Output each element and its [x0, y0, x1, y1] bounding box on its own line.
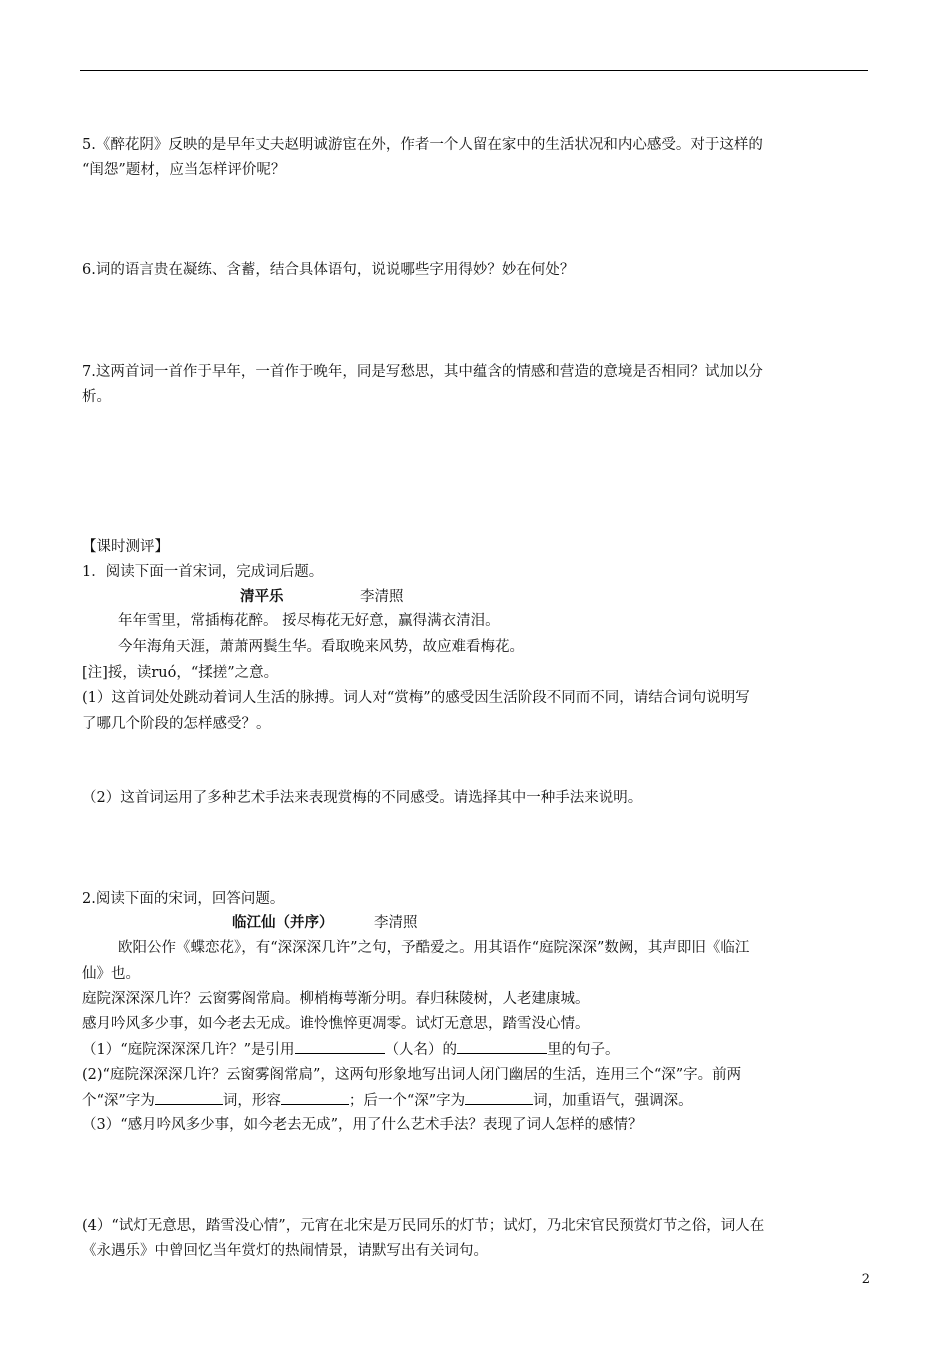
p1-q2: （2）这首词运用了多种艺术手法来表现赏梅的不同感受。请选择其中一种手法来说明。 [82, 790, 643, 806]
answer-blank[interactable] [457, 1040, 547, 1054]
p2-preface-line1: 欧阳公作《蝶恋花》，有“深深深几许”之句，予酷爱之。用其语作“庭院深深”数阙，其声即旧《临江 [118, 940, 750, 956]
p2-q2-part-b: 词，形容 [222, 1093, 281, 1109]
q6-text: 6.词的语言贵在凝练、含蓄，结合具体语句，说说哪些字用得妙？妙在何处？ [82, 262, 575, 278]
q7-line2: 析。 [82, 389, 111, 405]
p2-q3: （3）“感月吟风多少事，如今老去无成”，用了什么艺术手法？表现了词人怎样的感情？ [82, 1117, 643, 1133]
p1-intro: 1．阅读下面一首宋词，完成词后题。 [82, 564, 324, 580]
p2-q2-part-a: 个“深”字为 [82, 1093, 155, 1109]
p2-preface-line2: 仙》也。 [82, 966, 140, 982]
answer-blank[interactable] [155, 1091, 223, 1105]
p2-verse2: 感月吟风多少事，如今老去无成。谁怜憔悴更凋零。试灯无意思，踏雪没心情。 [82, 1016, 590, 1032]
q5-line1: 5.《醉花阴》反映的是早年丈夫赵明诚游宦在外，作者一个人留在家中的生活状况和内心感受。对于这样的 [82, 137, 763, 153]
section-title: 【课时测评】 [82, 539, 169, 555]
p2-q2-part-c: ；后一个“深”字为 [348, 1093, 466, 1109]
q7-line1: 7.这两首词一首作于早年，一首作于晚年，同是写愁思，其中蕴含的情感和营造的意境是否相同？试加以分 [82, 364, 763, 380]
p2-author: 李清照 [374, 915, 418, 931]
answer-blank[interactable] [295, 1040, 385, 1054]
header-rule [80, 70, 868, 71]
p2-intro: 2.阅读下面的宋词，回答问题。 [82, 891, 285, 907]
p2-poem-title: 临江仙（并序） [232, 914, 334, 931]
p2-q1-part-b: （人名）的 [384, 1042, 458, 1058]
p2-q4-line2: 《永遇乐》中曾回忆当年赏灯的热闹情景，请默写出有关词句。 [82, 1243, 488, 1259]
p1-q1-line1: (1）这首词处处跳动着词人生活的脉搏。词人对“赏梅”的感受因生活阶段不同而不同，请结合词句说明写 [82, 690, 750, 706]
answer-blank[interactable] [281, 1091, 349, 1105]
p1-q1-line2: 了哪几个阶段的怎样感受？。 [82, 716, 271, 732]
p2-q2-line2 [82, 1091, 872, 1110]
page-number: 2 [861, 1272, 870, 1287]
p2-verse1: 庭院深深深几许？云窗雾阁常扃。柳梢梅萼渐分明。春归秣陵树，人老建康城。 [82, 991, 590, 1007]
p1-verse2: 今年海角天涯，萧萧两鬓生华。看取晚来风势，故应难看梅花。 [118, 639, 524, 655]
p1-verse1: 年年雪里，常插梅花醉。 挼尽梅花无好意，赢得满衣清泪。 [118, 613, 500, 629]
answer-blank[interactable] [465, 1091, 533, 1105]
p2-q1-part-c: 里的句子。 [547, 1042, 620, 1058]
p2-q1-part-a: （1）“庭院深深深几许？”是引用 [82, 1042, 295, 1058]
p2-q1 [82, 1040, 872, 1059]
p2-q2-part-d: 词，加重语气，强调深。 [533, 1093, 693, 1109]
p2-q2-line1: (2)“庭院深深深几许？云窗雾阁常扃”，这两句形象地写出词人闭门幽居的生活，连用三个“深”字。前两 [82, 1067, 742, 1083]
p1-author: 李清照 [360, 589, 404, 605]
p1-poem-title: 清平乐 [240, 588, 284, 605]
p2-q4-line1: (4）“试灯无意思，踏雪没心情”，元宵在北宋是万民同乐的灯节；试灯，乃北宋官民预赏灯节之俗，词人在 [82, 1218, 765, 1234]
p1-note: [注]挼，读ruó，“揉搓”之意。 [82, 665, 279, 681]
q5-line2: “闺怨”题材，应当怎样评价呢？ [82, 162, 286, 178]
